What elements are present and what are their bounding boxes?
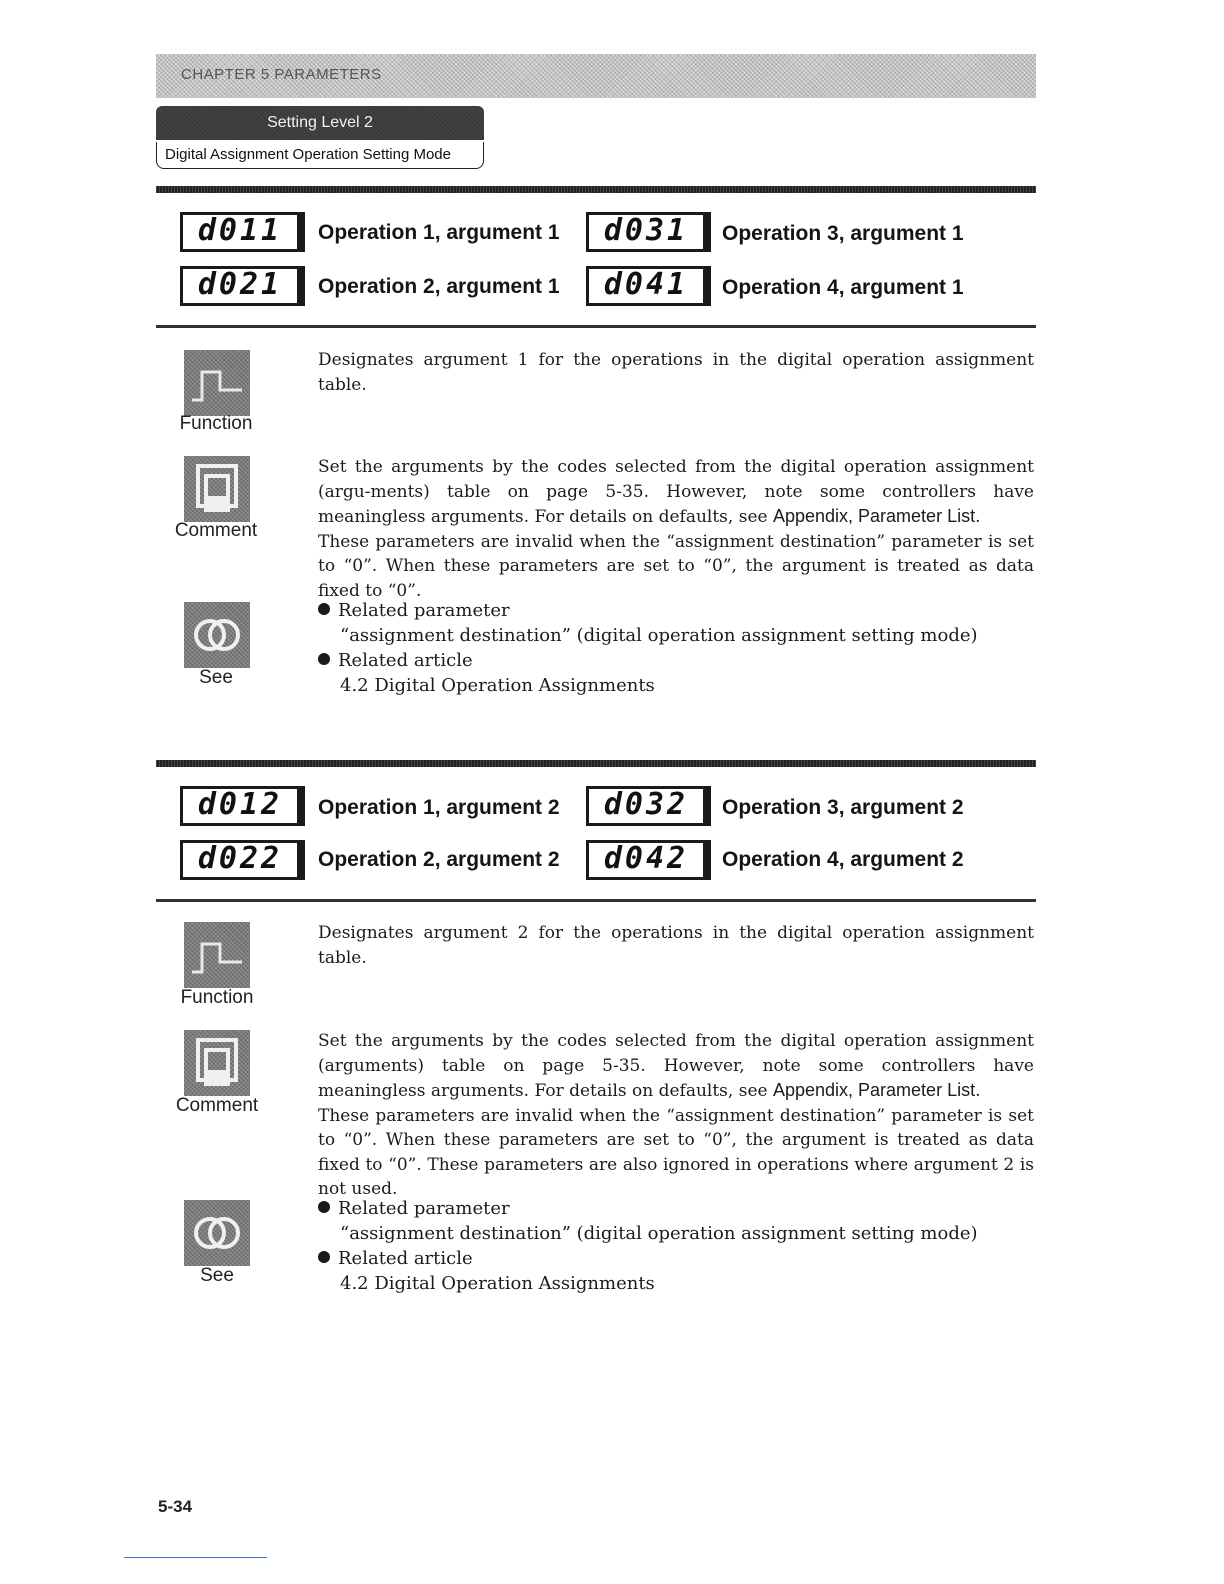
section-divider — [156, 899, 1036, 902]
appendix-reference: Appendix, Parameter List — [772, 1080, 976, 1100]
function-text: Designates argument 2 for the operations in the digital operation assignment table. — [318, 923, 1034, 968]
related-parameter-heading: Related parameter — [318, 598, 1034, 623]
bullet-icon — [318, 1251, 330, 1263]
comment-icon — [184, 1030, 250, 1096]
section-divider — [156, 325, 1036, 328]
chapter-header-bar — [156, 54, 1036, 98]
chapter-title: CHAPTER 5 PARAMETERS — [181, 66, 382, 83]
related-article-text: 4.2 Digital Operation Assignments — [340, 1273, 655, 1294]
see-icon — [184, 1200, 250, 1266]
param-label: Operation 4, argument 2 — [722, 848, 964, 871]
related-article-text: 4.2 Digital Operation Assignments — [340, 675, 655, 696]
param-code-display — [586, 212, 711, 252]
comment-icon — [184, 456, 250, 522]
appendix-reference: Appendix, Parameter List — [772, 506, 976, 526]
param-code: d041 — [603, 267, 689, 302]
param-label: Operation 1, argument 1 — [318, 221, 560, 244]
see-label: See — [199, 667, 233, 688]
param-code: d042 — [603, 841, 689, 876]
param-code-display — [180, 266, 305, 306]
param-code: d021 — [197, 267, 283, 302]
param-code: d022 — [197, 841, 283, 876]
comment-text: . — [975, 507, 981, 527]
setting-level-box — [156, 106, 484, 166]
comment-description — [318, 1029, 1034, 1202]
function-description — [318, 348, 1034, 397]
comment-paragraph — [318, 455, 1034, 530]
see-label: See — [200, 1265, 234, 1286]
param-label: Operation 2, argument 1 — [318, 275, 560, 298]
function-description — [318, 921, 1034, 970]
footer-divider — [124, 1557, 267, 1558]
param-code-display — [180, 212, 305, 252]
param-code: d011 — [197, 213, 283, 248]
param-code-display — [180, 786, 305, 826]
function-label: Function — [179, 413, 253, 434]
bullet-icon — [318, 1201, 330, 1213]
comment-text: Set the arguments by the codes selected from the digital operation assignment (arguments) table on page 5-35. However, note some controllers have meaningless arguments. For details on defaults, see — [318, 1031, 1034, 1101]
function-text: Designates argument 1 for the operations in the digital operation assignment table. — [318, 350, 1034, 395]
related-parameter-text: “assignment destination” (digital operation assignment setting mode) — [340, 1223, 978, 1244]
comment-description — [318, 455, 1034, 603]
param-label: Operation 3, argument 1 — [722, 222, 964, 245]
related-info — [318, 1196, 1034, 1296]
mode-title: Digital Assignment Operation Setting Mode — [165, 146, 451, 163]
setting-level-title: Setting Level 2 — [267, 114, 373, 131]
section-divider-top — [156, 760, 1036, 767]
function-icon — [184, 350, 250, 416]
param-code-display — [180, 840, 305, 880]
param-label: Operation 2, argument 2 — [318, 848, 560, 871]
comment-label: Comment — [174, 520, 258, 541]
related-parameter-text: “assignment destination” (digital operation assignment setting mode) — [340, 625, 978, 646]
comment-text: These parameters are invalid when the “assignment destination” parameter is set to “0”. When these parameters are set to “0”, the argument is treated as data fixed to “0”. These parameters are also ignored in operations where argument 2 is not used. — [318, 1105, 1034, 1199]
function-icon — [184, 922, 250, 988]
related-article-heading: Related article — [318, 648, 1034, 673]
param-code-display — [586, 840, 711, 880]
see-icon — [184, 602, 250, 668]
param-code-display — [586, 266, 711, 306]
bullet-icon — [318, 653, 330, 665]
bullet-icon — [318, 603, 330, 615]
comment-paragraph — [318, 1029, 1034, 1104]
param-code: d032 — [603, 787, 689, 822]
param-label: Operation 3, argument 2 — [722, 796, 964, 819]
comment-text: . — [975, 1081, 981, 1101]
param-label: Operation 1, argument 2 — [318, 796, 560, 819]
comment-text: These parameters are invalid when the “assignment destination” parameter is set to “0”. When these parameters are set to “0”, the argument is treated as data fixed to “0”. — [318, 531, 1034, 601]
related-parameter-heading: Related parameter — [318, 1196, 1034, 1221]
param-code-display — [586, 786, 711, 826]
mode-title-box — [156, 142, 484, 169]
related-info — [318, 598, 1034, 698]
param-code: d012 — [197, 787, 283, 822]
function-label: Function — [180, 987, 254, 1008]
related-article-heading: Related article — [318, 1246, 1034, 1271]
section-divider-top — [156, 186, 1036, 193]
comment-text: Set the arguments by the codes selected from the digital operation assignment (argu-ments) table on page 5-35. However, note some controllers have meaningless arguments. For details on defaults, see — [318, 457, 1034, 527]
setting-level-title-bar — [156, 106, 484, 140]
param-label: Operation 4, argument 1 — [722, 276, 964, 299]
comment-label: Comment — [175, 1095, 259, 1116]
param-code: d031 — [603, 213, 689, 248]
page-number: 5-34 — [158, 1497, 193, 1516]
